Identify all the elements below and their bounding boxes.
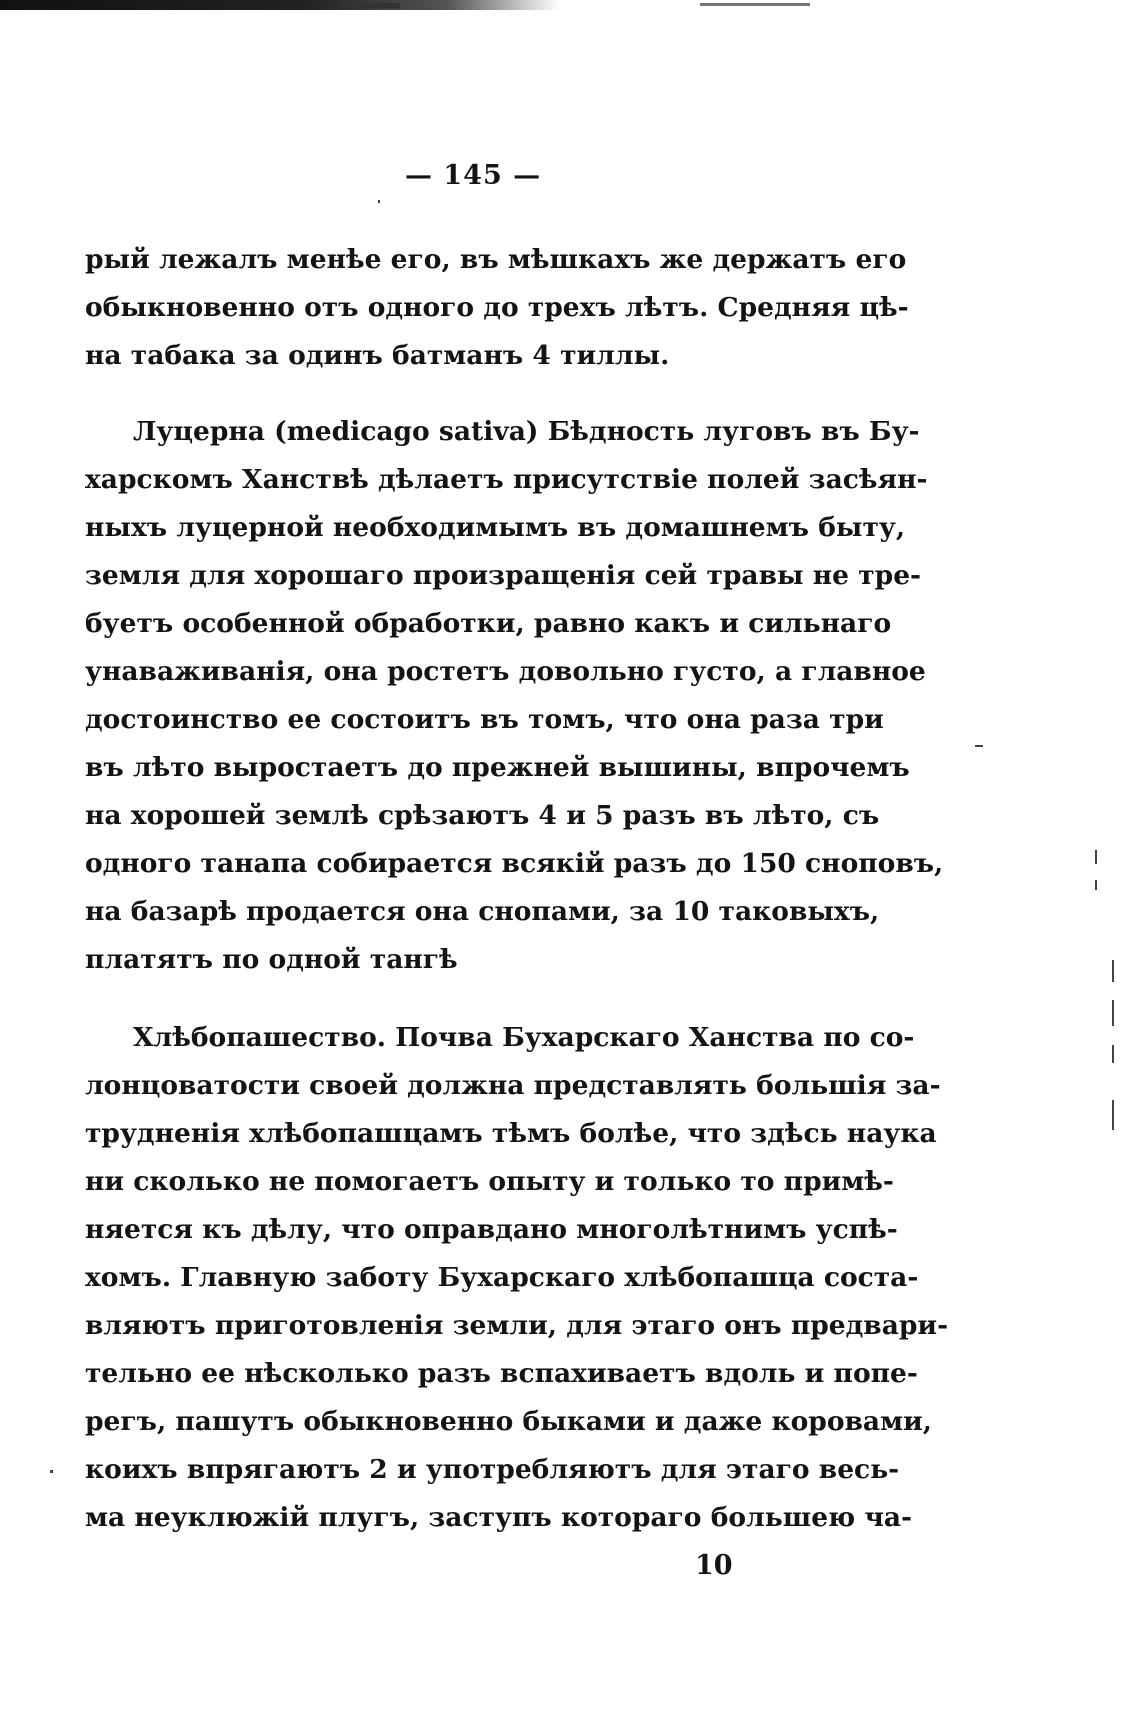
margin-speck xyxy=(975,745,983,747)
text-line: тельно ее нѣсколько разъ вспахиваетъ вдоль и попе- xyxy=(85,1358,918,1389)
text-line: Луцерна (medicago sativa) Бѣдность луговъ въ Бу- xyxy=(133,416,920,447)
text-line: платятъ по одной тангѣ xyxy=(85,944,458,975)
text-line: вляютъ приготовленія земли, для этаго онъ предвари- xyxy=(85,1310,949,1341)
text-line: коихъ впрягаютъ 2 и употребляютъ для этаго весь- xyxy=(85,1454,900,1485)
margin-speck xyxy=(1095,880,1097,890)
text-line: на хорошей землѣ срѣзаютъ 4 и 5 разъ въ лѣто, съ xyxy=(85,800,880,831)
text-line: на табака за одинъ батманъ 4 тиллы. xyxy=(85,340,670,371)
margin-speck xyxy=(1112,1045,1114,1063)
text-line: на базарѣ продается она снопами, за 10 таковыхъ, xyxy=(85,896,880,927)
text-line: ныхъ луцерной необходимымъ въ домашнемъ быту, xyxy=(85,512,906,543)
text-line: ни сколько не помогаетъ опыту и только то примѣ- xyxy=(85,1166,894,1197)
text-line: рый лежалъ менѣе его, въ мѣшкахъ же держатъ его xyxy=(85,244,907,275)
text-line: лонцоватости своей должна представлять большія за- xyxy=(85,1070,941,1101)
text-line: буетъ особенной обработки, равно какъ и сильнаго xyxy=(85,608,892,639)
text-line: трудненія хлѣбопашцамъ тѣмъ болѣе, что здѣсь наука xyxy=(85,1118,937,1149)
margin-speck xyxy=(1112,1100,1114,1130)
text-line: хомъ. Главную заботу Бухарскаго хлѣбопашца соста- xyxy=(85,1262,919,1293)
paragraph-lucerne xyxy=(85,408,944,984)
signature-mark: 10 xyxy=(695,1550,733,1581)
text-line: няется къ дѣлу, что оправдано многолѣтнимъ успѣ- xyxy=(85,1214,898,1245)
text-line: Хлѣбопашество. Почва Бухарскаго Ханства по со- xyxy=(133,1022,915,1053)
text-line: унаваживанія, она ростетъ довольно густо, а главное xyxy=(85,656,926,687)
margin-speck xyxy=(378,200,380,203)
margin-speck xyxy=(1112,1000,1114,1026)
text-line: ма неуклюжій плугъ, заступъ котораго большею ча- xyxy=(85,1502,913,1533)
margin-speck xyxy=(1095,850,1097,864)
text-line: достоинство ее состоитъ въ томъ, что она раза три xyxy=(85,704,884,735)
text-line: въ лѣто выростаетъ до прежней вышины, впрочемъ xyxy=(85,752,910,783)
print-fleck xyxy=(700,3,810,6)
print-fleck xyxy=(340,3,400,8)
text-line: одного танапа собирается всякій разъ до 150 сноповъ, xyxy=(85,848,944,879)
text-line: земля для хорошаго произращенія сей травы не тре- xyxy=(85,560,922,591)
text-line: регъ, пашутъ обыкновенно быками и даже коровами, xyxy=(85,1406,932,1437)
paragraph-tobacco-end xyxy=(85,236,909,380)
page-number: — 145 — xyxy=(405,160,542,191)
top-edge-rule xyxy=(0,0,560,10)
margin-speck xyxy=(50,1470,53,1473)
margin-speck xyxy=(1112,960,1114,982)
text-line: харскомъ Ханствѣ дѣлаетъ присутствіе полей засѣян- xyxy=(85,464,928,495)
paragraph-agriculture xyxy=(85,1014,949,1542)
text-line: обыкновенно отъ одного до трехъ лѣтъ. Средняя цѣ- xyxy=(85,292,909,323)
